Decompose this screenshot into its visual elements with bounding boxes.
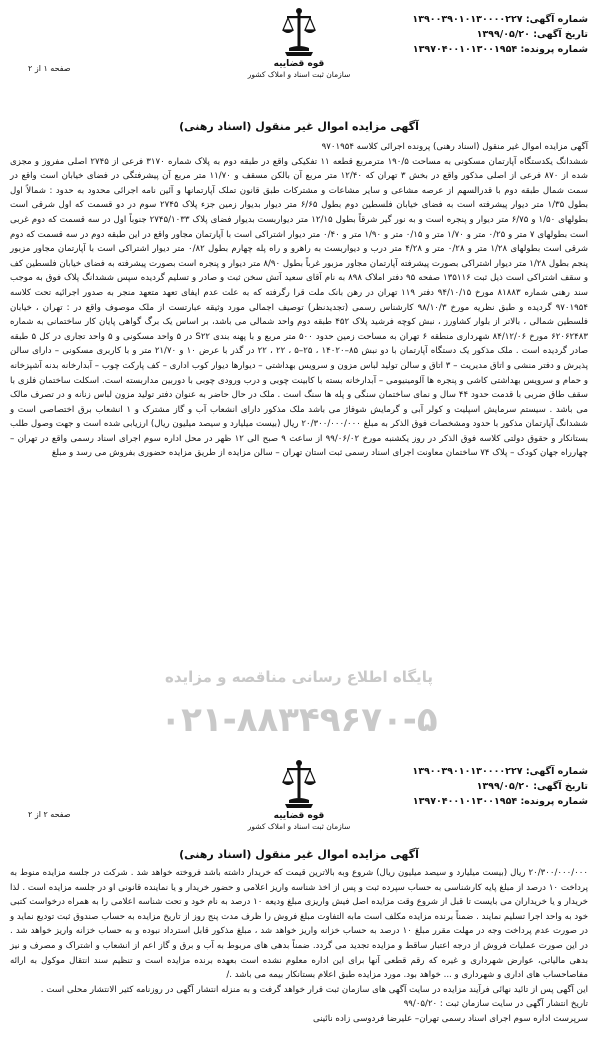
file-number: شماره پرونده: ۱۳۹۷۰۴۰۰۱۰۱۳۰۰۱۹۵۴ [412, 796, 588, 807]
ad-date: تاریخ آگهی: ۱۳۹۹/۰۵/۲۰ [476, 29, 588, 40]
judiciary-emblem [239, 758, 359, 831]
signatory: سرپرست اداره سوم اجرای اسناد رسمی تهران– علیرضا فردوسی زاده نائینی [312, 1013, 588, 1024]
notice-paragraph: ۲۰/۳۰۰/۰۰۰/۰۰۰ ریال (بیست میلیارد و سیصد میلیون ریال) شروع وبه بالاترین قیمت که خریدار داشته باشد فروخته خواهد شد . شرکت در جلسه مزایده منوط به پرداخت ۱۰ درصد از مبلغ پایه کارشناسی به حساب سپرده ثبت و پس از اخذ شناسه واریز اعلامی و حضور خریدار و یا نماینده قانونی او در جلسه مزایده است . لذا خریدار و یا خریداران می بایست تا قبل از شروع وقت مزایده اصل فیش واریزی مبلغ ودیعه ۱۰ درصد به نام خود و تحت شناسه اعلامی را به همراه درخواست کتبی خود به واحد اجرا تسلیم نمایند . ضمناً برنده مزایده مکلف است مابه التفاوت مبلغ فروش را ظرف مدت پنج روز از تاریخ مزایده به حساب صندوق ثبت تودیع نماید و در صورت عدم پرداخت وجه در مهلت مقرر مبلغ ۱۰ درصد به حساب خزانه واریز خواهد شد ، مبلغ مذکور قابل استرداد نبوده و به حساب خزانه واریز خواهد شد . در این صورت عملیات فروش از درجه اعتبار ساقط و مزایده تجدید می گردد. ضمناً بدهی های مربوط به آب و برق و گاز اعم از انشعاب و اشتراک و مصرف و نیز بدهی مالیاتی، عوارض شهرداری و غیره که رقم قطعی آنها برای این اداره معلوم نشده است بعهده برنده مزایده است و تنظیم سند انتقال موکول به ارائه مفاصاحساب های اداری و شهرداری و ... خواهد بود. مورد مزایده طبق اعلام بستانکار بیمه می باشد ./ [10, 868, 588, 981]
judiciary-emblem [239, 6, 359, 79]
notice-body [10, 140, 588, 461]
scales-emblem-icon [279, 6, 319, 58]
notice-paragraph: آگهی مزایده اموال غیر منقول (اسناد رهنی) پرونده اجرائی کلاسه ۹۷۰۱۹۵۴ [321, 142, 588, 152]
emblem-sublabel: سازمان ثبت اسناد و املاک کشور [247, 822, 351, 831]
file-number: شماره پرونده: ۱۳۹۷۰۴۰۰۱۰۱۳۰۰۱۹۵۴ [412, 44, 588, 55]
notice-paragraph: ششدانگ یکدستگاه آپارتمان مسکونی به مساحت ۱۹۰/۵ مترمربع قطعه ۱۱ تفکیکی واقع در طبقه دوم به پلاک شماره ۳۱۷۰ فرعی از ۲۷۴۵ اصلی مفروز و مجزی شده از ۸۷۰ فرعی از اصلی مذکور واقع در بخش ۳ تهران که ۱۲/۴۰ متر مربع آن بالکن مسقف و ۱۱/۷۰ متر مربع آن پیشرفتگی در فضای خیابان است واقع در سمت شمال طبقه دوم با قدرالسهم از عرصه مشاعی و سایر مشاعات و مشترکات طبق قانون تملک آپارتمانها و آئین نامه اجرائی محدود به حدود : شمالاً اول بطول ۱/۳۵ متر دیوار پیشرفته است به فضای خیابان فلسطین دوم بطول ۶/۶۵ متر دیوار بدیوار زمین جزء پلاک ۲۷۴۵ سوم در دو قسمت که اول شرقی است بطولهای ۱/۵۰ و ۶/۷۵ متر دیوار و پنجره است و به نور گیر شرقاً بطول ۱۲/۱۵ متر دیواربست بدیوار فضای پلاک ۲۷۴۵/۱۰۳۳ جنوباً اول در سه قسمت که دوم غربی است بطولهای ۷ متر و ۰/۲۵ متر و ۱/۷۰ متر و ۰/۱۵ متر و ۱/۹۰ متر و ۰/۴۰ متر دیوار اشتراکی است با آپارتمان مجاور واقع در این طبقه دوم در سه قسمت که دوم شرقی است بطولهای ۱/۲۸ متر و ۰/۲۸ متر و ۴/۲۸ متر درب و دیواربست به راهرو و راه پله چهارم بطول ۰/۸۲ متر دیوار اشتراکی است با آپارتمان مجاور مزبور پنجم بطول ۱/۲۸ متر دیوار اشتراکی بصورت پیشرفته آپارتمان مجاور مزبور غرباً بطول ۸/۹۰ متر دیوار و پنجره است بصورت پیشرفته به فضای خیابان فلسطین کف و سقف اشتراکی است ذیل ثبت ۱۳۵۱۱۶ صفحه ۹۵ دفتر املاک ۸۹۸ به نام آقای سعید آتش سخن ثبت و صادر و تسلیم گردیده سپس ششدانگ پلاک فوق به موجب سند رهنی شماره ۸۱۸۸۳ مورخ ۹۴/۱۰/۱۵ دفتر ۱۱۹ تهران در رهن بانک ملت قرا رگرفته که به علت عدم ایفای تعهد متعهد منجر به صدور اجرائیه تحت کلاسه ۹۷۰۱۹۵۴ گردیده و طبق نظریه مورخ ۹۸/۱۰/۳ کارشناس رسمی (تجدیدنظر) توصیف اجمالی مورد وثیقه عبارتست از ملک موصوف واقع در : تهران ، خیابان فلسطین شمالی ، بالاتر از بلوار کشاورز ، نبش کوچه فرشید پلاک ۴۵۲ طبقه دوم واحد شمالی می باشد، بر اساس یک برگ گواهی پایان کار ساختمانی به شماره ۶۲۰۶۲۴۸۳ مورخ ۸۴/۱۲/۰۶ شهرداری منطقه ۶ تهران به مساحت زمین حدود ۵۰۰ متر مربع و با پهنه بندی S۲۲ در ۵ واحد مسکونی و ۵ واحد تجاری در کل ۵ طبقه صادر گردیده است . ملک مذکور یک دستگاه آپارتمان با دو نبش ۸۵–۱۴۰۲۰ ، ۲۵–۵ ، ۲۲ ، ۲۲ در گذر با عرض ۱۰ و ۲۱/۷۰ متر و با کاربری مسکونی – دارای سالن پذیرش و دفتر منشی و اتاق مدیریت – ۳ اتاق و سالن تولید لباس مزون و سرویس بهداشتی – دیوارها دیوار کوب اداری – کف پارکت چوب – آبدارخانه بدنه آشپزخانه و حمام و سرویس بهداشتی کاشی و پنجره ها آلومینیومی – آبدارخانه بسته با کابینت چوبی و درب ورودی چوبی با دوربین مداربسته است. اسکلت ساختمان فلزی با سقف طاق ضربی با قدمت حدود ۴۴ سال و نمای ساختمان سنگی و پله ها سنگ است . ملک در حال حاضر به عنوان دفتر تولید مزون لباس زنانه و در تصرف مالک می باشد . سیستم سرمایش اسپلیت و کولر آبی و گرمایش شوفاژ می باشد ملک مذکور دارای انشعاب آب و گاز مشترک و ۱ انشعاب برق اختصاصی است و ششدانگ آپارتمان مذکور با حدود ومشخصات فوق الذکر به مبلغ ۲۰/۳۰۰/۰۰۰/۰۰۰ ریال (بیست میلیارد و سیصد میلیون ریال) ارزیابی شده است و جهت وصول طلب بستانکار و حقوق دولتی کلاسه فوق الذکر در روز یکشنبه مورخ ۹۹/۰۶/۰۲ از ساعت ۹ صبح الی ۱۲ ظهر در محل اداره سوم اجرای اسناد رسمی واقع در تهران – چهارراه جهان کودک – پلاک ۷۴ ساختمان معاونت اجرای اسناد رسمی ثبت استان تهران – سالن مزایده از طریق مزایده حضوری بفروش می رسد و مبلغ [10, 156, 589, 459]
page-2 [0, 690, 598, 1048]
page-number: صفحه ۲ از ۲ [28, 810, 71, 819]
ad-date: تاریخ آگهی: ۱۳۹۹/۰۵/۲۰ [476, 781, 588, 792]
notice-title: آگهی مزایده اموال غیر منقول (اسناد رهنی) [179, 848, 419, 861]
notice-paragraph: این آگهی پس از تائید نهائی فرآیند مزایده در سایت آگهی های سازمان ثبت قرار خواهد گرفت و به منزله انتشار آگهی در روزنامه کثیر الانتشار محلی است . [40, 984, 588, 995]
scales-emblem-icon [279, 758, 319, 810]
emblem-sublabel: سازمان ثبت اسناد و املاک کشور [247, 70, 351, 79]
watermark-phone: ۰۲۱-۸۸۳۴۹۶۷۰-۵ [160, 700, 438, 740]
notice-title: آگهی مزایده اموال غیر منقول (اسناد رهنی) [179, 120, 419, 133]
ad-meta [412, 764, 588, 809]
ad-number: شماره آگهی: ۱۳۹۰۰۳۹۰۱۰۱۳۰۰۰۰۲۲۷ [412, 14, 588, 25]
ad-meta [412, 12, 588, 57]
ad-number: شماره آگهی: ۱۳۹۰۰۳۹۰۱۰۱۳۰۰۰۰۲۲۷ [412, 766, 588, 777]
publication-date: تاریخ انتشار آگهی در سایت سازمان ثبت : ۹۹/۰۵/۲۰ [403, 999, 588, 1010]
emblem-label: قوه قضاییه [273, 811, 325, 821]
page-number: صفحه ۱ از ۲ [28, 64, 71, 73]
emblem-label: قوه قضاییه [273, 59, 325, 69]
watermark-site-name: پایگاه اطلاع رسانی مناقصه و مزایده [165, 668, 433, 686]
notice-body [10, 866, 588, 1027]
